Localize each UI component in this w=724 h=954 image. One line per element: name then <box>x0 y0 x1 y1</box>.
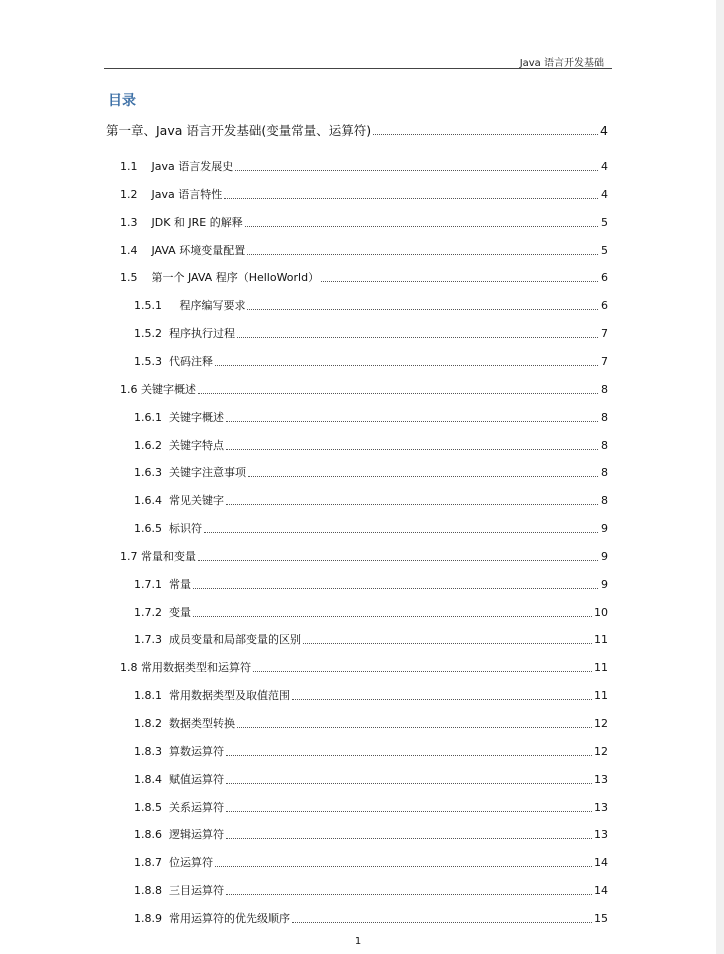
toc-entry-label: 1.3 JDK 和 JRE 的解释 <box>120 215 243 229</box>
toc-leader-dots <box>226 755 592 756</box>
toc-entry-label: 1.7.3 成员变量和局部变量的区别 <box>134 633 301 647</box>
toc-entry[interactable] <box>120 379 608 397</box>
toc-entry-page: 7 <box>601 327 608 341</box>
toc-entry-label: 1.6.2 关键字特点 <box>134 438 224 452</box>
vertical-scrollbar[interactable] <box>716 0 724 954</box>
toc-entry-page: 9 <box>601 522 608 536</box>
toc-entry-page: 12 <box>594 717 608 730</box>
toc-entry[interactable] <box>134 490 608 508</box>
toc-leader-dots <box>292 922 592 923</box>
toc-entry-page: 11 <box>594 633 608 647</box>
toc-entry-label: 第一章、Java 语言开发基础(变量常量、运算符) <box>106 123 372 138</box>
toc-entry-label: 1.1 Java 语言发展史 <box>120 160 234 173</box>
toc-leader-dots <box>204 532 598 533</box>
toc-entry-page: 8 <box>601 494 608 508</box>
toc-entry[interactable] <box>120 156 608 174</box>
toc-entry-label: 1.5 第一个 JAVA 程序（HelloWorld） <box>120 271 320 285</box>
toc-entry-label: 1.8.5 关系运算符 <box>134 800 224 814</box>
toc-entry[interactable] <box>134 407 608 425</box>
toc-entry-label: 1.8.8 三目运算符 <box>134 884 224 898</box>
toc-entry-label: 1.8 常用数据类型和运算符 <box>120 661 251 675</box>
toc-entry[interactable] <box>134 323 608 341</box>
toc-entry[interactable] <box>134 435 608 453</box>
toc-entry-label: 1.8.2 数据类型转换 <box>134 717 235 730</box>
toc-leader-dots <box>247 254 598 255</box>
toc-leader-dots <box>247 309 598 310</box>
toc-entry-page: 8 <box>601 466 608 480</box>
toc-entry-page: 8 <box>601 382 608 396</box>
toc-entry-page: 11 <box>594 689 608 703</box>
toc-leader-dots <box>226 894 592 895</box>
toc-entry-label: 1.7 常量和变量 <box>120 549 196 563</box>
toc-entry-page: 14 <box>594 884 608 898</box>
toc-entry[interactable] <box>120 240 608 258</box>
toc-entry-label: 1.8.1 常用数据类型及取值范围 <box>134 689 290 703</box>
toc-entry-page: 7 <box>601 354 608 368</box>
toc-entry-label: 1.5.2 程序执行过程 <box>134 327 235 341</box>
toc-entry[interactable] <box>120 184 608 202</box>
toc-entry[interactable] <box>134 741 608 759</box>
toc-leader-dots <box>226 504 598 505</box>
toc-entry-label: 1.6.4 常见关键字 <box>134 494 224 508</box>
toc-entry-label: 1.6.3 关键字注意事项 <box>134 466 246 480</box>
toc-leader-dots <box>321 281 598 282</box>
toc-entry-page: 5 <box>601 215 608 229</box>
toc-leader-dots <box>215 866 592 867</box>
toc-entry-label: 1.8.4 赋值运算符 <box>134 772 224 786</box>
toc-entry-page: 13 <box>594 828 608 842</box>
toc-entry[interactable] <box>134 797 608 815</box>
toc-leader-dots <box>303 643 592 644</box>
toc-leader-dots <box>226 421 598 422</box>
toc-entry-page: 4 <box>600 123 608 138</box>
toc-entry-page: 14 <box>594 856 608 870</box>
toc-entry[interactable] <box>134 685 608 703</box>
toc-entry[interactable] <box>134 852 608 870</box>
toc-entry-label: 1.7.1 常量 <box>134 577 191 591</box>
toc-entry[interactable] <box>134 769 608 787</box>
toc-entry[interactable] <box>120 212 608 230</box>
toc-entry[interactable] <box>134 295 608 313</box>
toc-entry[interactable] <box>134 713 608 731</box>
toc-entry[interactable] <box>134 629 608 647</box>
toc-entry-label: 1.8.3 算数运算符 <box>134 744 224 758</box>
toc-entry-label: 1.7.2 变量 <box>134 605 191 619</box>
toc-leader-dots <box>193 616 592 617</box>
toc-leader-dots <box>292 699 592 700</box>
toc-entry-page: 15 <box>594 911 608 925</box>
toc-entry-page: 8 <box>601 438 608 452</box>
toc-entry-label: 1.5.1 程序编写要求 <box>134 299 246 313</box>
toc-entry-page: 9 <box>601 577 608 591</box>
toc-leader-dots <box>215 365 598 366</box>
toc-entry[interactable] <box>106 120 608 138</box>
toc-entry[interactable] <box>134 351 608 369</box>
header-rule <box>104 68 612 69</box>
running-header: Java 语言开发基础 <box>519 58 604 69</box>
toc-entry[interactable] <box>134 908 608 926</box>
toc-leader-dots <box>226 783 592 784</box>
toc-entry-page: 4 <box>601 160 608 173</box>
toc-entry-label: 1.5.3 代码注释 <box>134 354 213 368</box>
toc-leader-dots <box>237 337 598 338</box>
toc-leader-dots <box>226 811 592 812</box>
toc-leader-dots <box>373 134 598 135</box>
toc-entry[interactable] <box>134 574 608 592</box>
toc-entry-page: 6 <box>601 271 608 285</box>
toc-entry-page: 12 <box>594 744 608 758</box>
toc-entry-page: 5 <box>601 243 608 257</box>
toc-leader-dots <box>198 560 598 561</box>
toc-entry[interactable] <box>120 267 608 285</box>
toc-entry-page: 8 <box>601 410 608 424</box>
toc-entry[interactable] <box>134 602 608 620</box>
toc-title: 目录 <box>108 93 136 109</box>
toc-entry[interactable] <box>134 880 608 898</box>
toc-entry-page: 13 <box>594 772 608 786</box>
toc-entry[interactable] <box>120 546 608 564</box>
toc-entry[interactable] <box>134 824 608 842</box>
toc-entry[interactable] <box>120 657 608 675</box>
toc-entry-label: 1.8.9 常用运算符的优先级顺序 <box>134 911 290 925</box>
toc-leader-dots <box>248 476 598 477</box>
toc-leader-dots <box>193 588 598 589</box>
toc-entry-page: 13 <box>594 800 608 814</box>
toc-leader-dots <box>226 838 592 839</box>
toc-leader-dots <box>237 727 592 728</box>
toc-entry-label: 1.8.6 逻辑运算符 <box>134 828 224 842</box>
toc-entry-label: 1.4 JAVA 环境变量配置 <box>120 243 246 257</box>
page-number: 1 <box>354 936 362 947</box>
toc-leader-dots <box>235 170 598 171</box>
toc-entry-page: 4 <box>601 187 608 201</box>
toc-entry[interactable] <box>134 462 608 480</box>
toc-leader-dots <box>226 449 598 450</box>
toc-leader-dots <box>253 671 592 672</box>
toc-entry-label: 1.6 关键字概述 <box>120 382 196 396</box>
toc-entry-label: 1.6.5 标识符 <box>134 522 202 536</box>
toc-entry-label: 1.8.7 位运算符 <box>134 856 213 870</box>
toc-entry-label: 1.6.1 关键字概述 <box>134 410 224 424</box>
toc-leader-dots <box>198 393 598 394</box>
toc-entry-page: 10 <box>594 605 608 619</box>
toc-entry-page: 6 <box>601 299 608 313</box>
toc-entry-page: 9 <box>601 549 608 563</box>
toc-leader-dots <box>224 198 598 199</box>
toc-entry-page: 11 <box>594 661 608 675</box>
toc-entry-label: 1.2 Java 语言特性 <box>120 187 223 201</box>
toc-entry[interactable] <box>134 518 608 536</box>
toc-leader-dots <box>245 226 598 227</box>
